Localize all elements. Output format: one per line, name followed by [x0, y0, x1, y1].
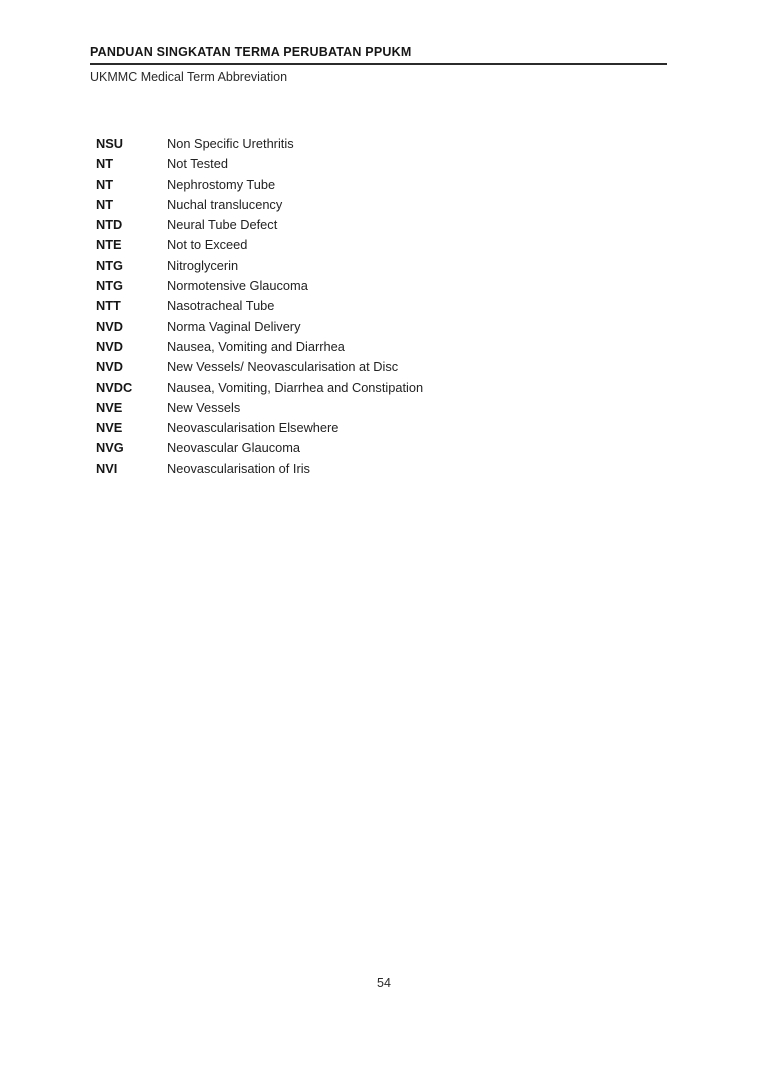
- abbreviation-row: [96, 154, 728, 174]
- abbreviation-row: [96, 337, 728, 357]
- abbreviation-row: [96, 378, 728, 398]
- abbreviation-code: NTD: [96, 217, 123, 233]
- page-header: [90, 45, 667, 84]
- abbreviation-definition: Nephrostomy Tube: [167, 176, 276, 192]
- abbreviation-definition: Non Specific Urethritis: [167, 136, 294, 151]
- abbreviation-code: NT: [96, 156, 114, 172]
- abbreviation-code: NVE: [96, 399, 123, 415]
- abbreviation-row: [96, 398, 728, 418]
- abbreviation-definition: Nitroglycerin: [167, 257, 239, 273]
- abbreviation-definition: Normotensive Glaucoma: [167, 278, 308, 294]
- abbreviation-row: [96, 418, 728, 438]
- document-subtitle: UKMMC Medical Term Abbreviation: [90, 70, 288, 84]
- abbreviation-row: [96, 438, 728, 458]
- abbreviation-definition: Nasotracheal Tube: [167, 298, 275, 314]
- abbreviation-code: NVG: [96, 440, 124, 456]
- abbreviation-code: NVDC: [96, 379, 133, 395]
- abbreviation-definition: Norma Vaginal Delivery: [167, 318, 301, 334]
- abbreviation-code: NVI: [96, 460, 118, 476]
- abbreviation-row: [96, 235, 728, 255]
- abbreviation-row: [96, 256, 728, 276]
- abbreviation-row: [96, 195, 728, 215]
- abbreviation-code: NT: [96, 196, 114, 212]
- abbreviation-row: [96, 296, 728, 316]
- abbreviation-row: [96, 215, 728, 235]
- abbreviation-definition: Nausea, Vomiting, Diarrhea and Constipation: [167, 379, 424, 395]
- abbreviation-code: NVD: [96, 338, 124, 354]
- abbreviation-definition: Neovascularisation Elsewhere: [167, 420, 339, 436]
- abbreviation-code: NVD: [96, 359, 124, 375]
- abbreviation-row: [96, 459, 728, 479]
- abbreviation-row: [96, 175, 728, 195]
- abbreviation-row: [96, 317, 728, 337]
- abbreviation-definition: Nausea, Vomiting and Diarrhea: [167, 338, 345, 354]
- abbreviation-definition: New Vessels: [167, 399, 241, 415]
- abbreviation-code: NTE: [96, 237, 122, 253]
- abbreviation-definition: Not Tested: [167, 156, 228, 172]
- abbreviation-definition: Neovascularisation of Iris: [167, 460, 310, 476]
- abbreviation-definition: Neovascular Glaucoma: [167, 440, 301, 456]
- abbreviation-code: NTG: [96, 257, 124, 273]
- abbreviation-code: NVE: [96, 420, 123, 436]
- abbreviation-code: NT: [96, 176, 114, 192]
- abbreviation-code: NTG: [96, 278, 124, 294]
- document-title: PANDUAN SINGKATAN TERMA PERUBATAN PPUKM: [90, 45, 667, 65]
- abbreviation-definition: New Vessels/ Neovascularisation at Disc: [167, 359, 399, 375]
- abbreviation-definition: Nuchal translucency: [167, 196, 283, 212]
- abbreviation-definition: Not to Exceed: [167, 237, 248, 253]
- abbreviation-row: [96, 134, 728, 154]
- abbreviation-row: [96, 357, 728, 377]
- abbreviation-definition: Neural Tube Defect: [167, 217, 278, 233]
- abbreviation-code: NTT: [96, 298, 121, 314]
- abbreviation-code: NVD: [96, 318, 124, 334]
- abbreviation-list: [96, 134, 728, 479]
- abbreviation-row: [96, 276, 728, 296]
- abbreviation-code: NSU: [96, 136, 124, 151]
- page-number: 54: [377, 976, 391, 990]
